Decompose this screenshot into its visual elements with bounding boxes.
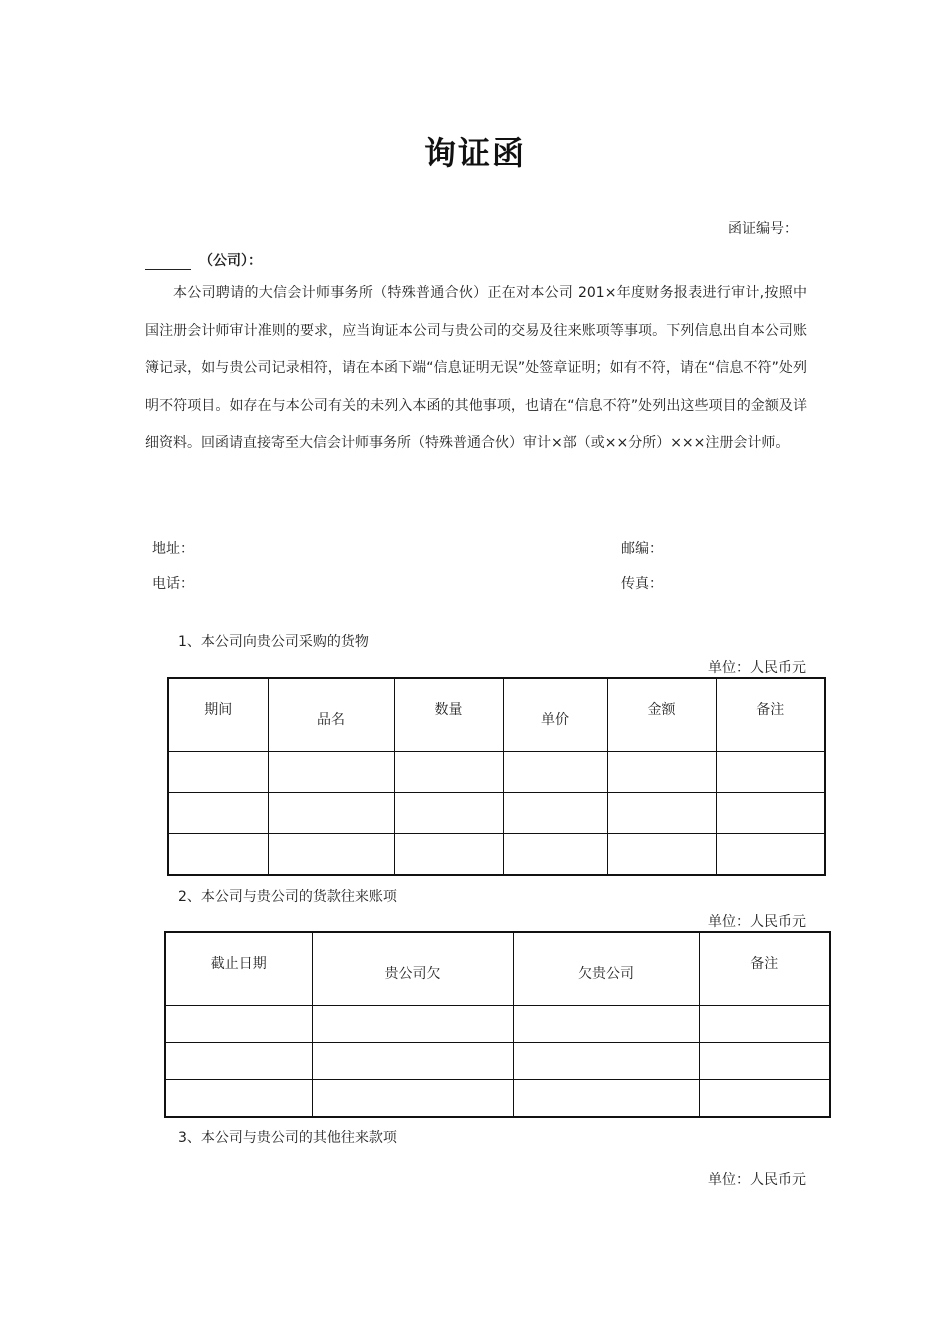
addressee-line [145,250,262,270]
address-label: 地址： [152,541,194,557]
table-cell[interactable] [503,752,607,793]
table-cell[interactable] [503,793,607,834]
body-paragraph: 本公司聘请的大信会计师事务所（特殊普通合伙）正在对本公司 201×年度财务报表进行审计,按照中国注册会计师审计准则的要求，应当询证本公司与贵公司的交易及往来账项等事项。下列信息出自本公司账簿记录，如与贵公司记录相符，请在本函下端“信息证明无误”处签章证明；如有不符，请在“信息不符”处列明不符项目。如存在与本公司有关的未列入本函的其他事项，也请在“信息不符”处列出这些项目的金额及详细资料。回函请直接寄至大信会计师事务所（特殊普通合伙）审计×部（或××分所）×××注册会计师。 [145,285,807,451]
table-cell[interactable] [716,834,825,876]
table-cell[interactable] [165,1043,312,1080]
table-cell[interactable] [312,1080,513,1118]
table-row [165,1080,830,1118]
page-title: 询证函 [423,134,526,172]
table-cell[interactable] [699,1043,830,1080]
col-period: 期间 [168,678,268,752]
col-unit-price: 单价 [503,678,607,752]
table-cell[interactable] [513,1080,699,1118]
table-cell[interactable] [513,1006,699,1043]
payment-accounts-table [164,931,831,1118]
fax-label: 传真： [621,576,663,592]
section-2-heading: 2、本公司与贵公司的货款往来账项 [178,889,397,905]
table-row [168,752,825,793]
purchase-goods-table [167,677,826,876]
section-3-unit: 单位：人民币元 [708,1172,806,1188]
table-row [168,793,825,834]
col-product-name: 品名 [268,678,394,752]
postcode-label: 邮编： [621,541,663,557]
table-cell[interactable] [607,793,716,834]
section-1-heading: 1、本公司向贵公司采购的货物 [178,634,369,650]
table-header-row [168,678,825,752]
table-cell[interactable] [168,793,268,834]
table-cell[interactable] [312,1006,513,1043]
table-cell[interactable] [394,752,503,793]
table-cell[interactable] [716,793,825,834]
table-cell[interactable] [716,752,825,793]
table-cell[interactable] [268,752,394,793]
table-cell[interactable] [607,752,716,793]
col-cutoff-date: 截止日期 [165,932,312,1006]
table-cell[interactable] [503,834,607,876]
table-row [165,1043,830,1080]
addressee-suffix: （公司）： [199,253,262,269]
col-remarks: 备注 [699,932,830,1006]
table-row [168,834,825,876]
table-cell[interactable] [165,1006,312,1043]
table-cell[interactable] [394,834,503,876]
table-cell[interactable] [165,1080,312,1118]
table-cell[interactable] [168,834,268,876]
table-cell[interactable] [513,1043,699,1080]
table-cell[interactable] [699,1080,830,1118]
table-header-row [165,932,830,1006]
col-owed-by-you: 贵公司欠 [312,932,513,1006]
table-cell[interactable] [394,793,503,834]
ref-number-label: 函证编号： [728,221,798,237]
col-owed-to-you: 欠贵公司 [513,932,699,1006]
section-3-heading: 3、本公司与贵公司的其他往来款项 [178,1130,397,1146]
table-cell[interactable] [268,793,394,834]
table-cell[interactable] [607,834,716,876]
addressee-blank[interactable] [145,255,191,270]
table-row [165,1006,830,1043]
table-cell[interactable] [699,1006,830,1043]
col-remarks: 备注 [716,678,825,752]
table-cell[interactable] [268,834,394,876]
col-quantity: 数量 [394,678,503,752]
section-1-unit: 单位：人民币元 [708,660,806,676]
col-amount: 金额 [607,678,716,752]
table-cell[interactable] [168,752,268,793]
table-cell[interactable] [312,1043,513,1080]
section-2-unit: 单位：人民币元 [708,914,806,930]
phone-label: 电话： [152,576,194,592]
